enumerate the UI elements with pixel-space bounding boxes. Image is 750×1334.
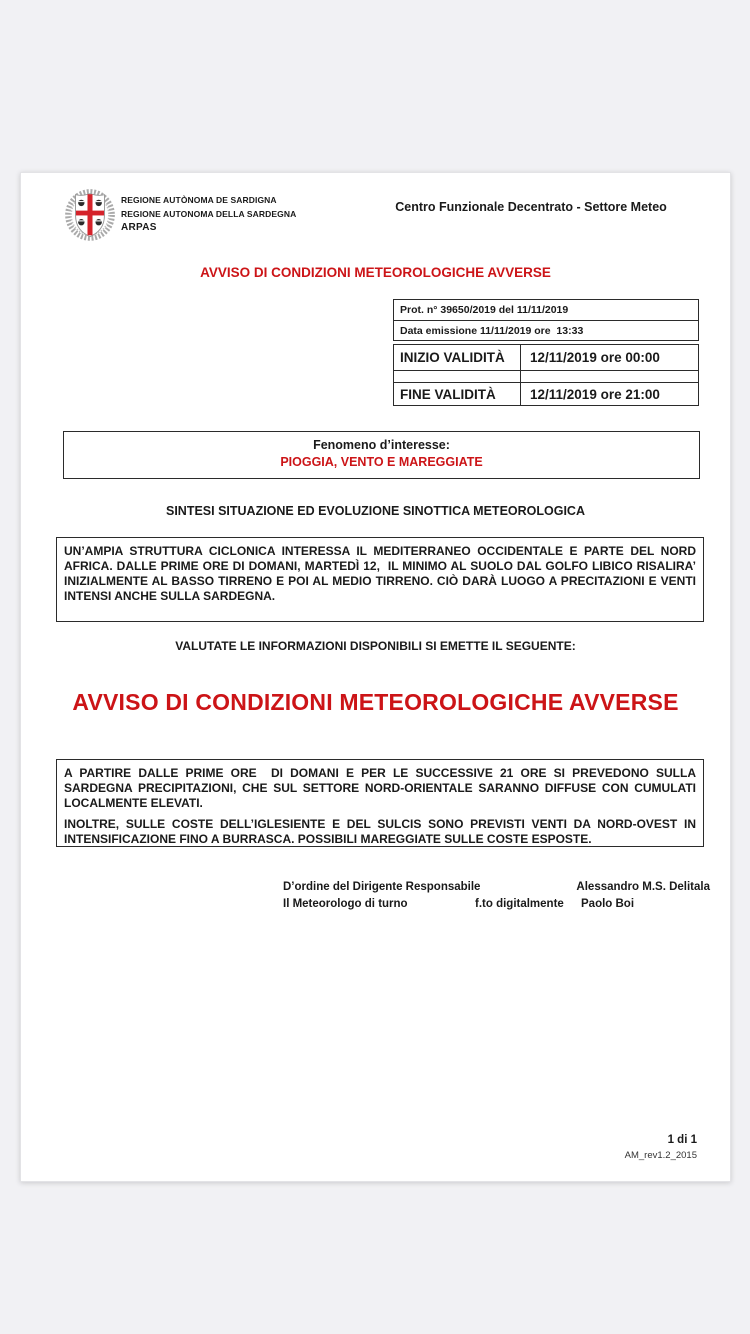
revision-code: AM_rev1.2_2015 — [624, 1150, 697, 1161]
signature-name-1: Alessandro M.S. Delitala — [576, 881, 710, 893]
org-line-1: REGIONE AUTÒNOMA DE SARDIGNA — [121, 195, 277, 205]
signature-role-1: D’ordine del Dirigente Responsabile — [283, 881, 481, 893]
document-page — [20, 172, 731, 1182]
synthesis-heading: SINTESI SITUAZIONE ED EVOLUZIONE SINOTTICA METEOROLOGICA — [165, 504, 585, 518]
phenomenon-box — [63, 431, 700, 479]
warning-paragraph-2: INOLTRE, SULLE COSTE DELL’IGLESIENTE E DEL SULCIS SONO PREVISTI VENTI DA NORD-OVEST IN INTENSIFICAZIONE FINO A BURRASCA. POSSIBILI MAREGGIATE SULLE COSTE ESPOSTE. — [64, 817, 700, 846]
validity-start-value: 12/11/2019 ore 00:00 — [530, 350, 660, 365]
validity-start-label: INIZIO VALIDITÀ — [394, 345, 521, 370]
main-warning-heading: AVVISO DI CONDIZIONI METEOROLOGICHE AVVERSE — [72, 689, 679, 715]
validity-spacer-cell — [394, 371, 521, 382]
phenomenon-value: PIOGGIA, VENTO E MAREGGIATE — [280, 455, 483, 469]
org-line-2: REGIONE AUTONOMA DELLA SARDEGNA — [121, 208, 297, 219]
warning-box — [56, 759, 704, 847]
validity-spacer-cell — [521, 371, 698, 382]
page-number: 1 di 1 — [667, 1134, 697, 1146]
synthesis-text: UN’AMPIA STRUTTURA CICLONICA INTERESSA IL MEDITERRANEO OCCIDENTALE E PARTE DEL NORD AFRICA. DALLE PRIME ORE DI DOMANI, MARTEDÌ 12, IL MINIMO AL SUOLO DAL GOLFO LIBICO RISALIRA’ INIZIALMENTE AL BASSO TIRRENO E POI AL MEDIO TIRRENO. CIÒ DARÀ LUOGO A PRECITAZIONI E VENTI INTENSI ANCHE SULLA SARDEGNA. — [64, 544, 700, 603]
phenomenon-label: Fenomeno d’interesse: — [313, 438, 450, 452]
protocol-number: Prot. n° 39650/2019 del 11/11/2019 — [400, 304, 569, 316]
office-title: Centro Funzionale Decentrato - Settore Meteo — [395, 200, 667, 214]
signature-role-2: Il Meteorologo di turno — [283, 898, 408, 910]
emission-date: Data emissione 11/11/2019 ore 13:33 — [394, 320, 698, 340]
document-title: AVVISO DI CONDIZIONI METEOROLOGICHE AVVERSE — [200, 265, 551, 280]
protocol-table — [393, 299, 699, 341]
validity-table — [393, 344, 699, 406]
sardegna-coat-of-arms-logo — [61, 186, 119, 242]
org-line-arpas: ARPAS — [121, 222, 157, 233]
issue-statement: VALUTATE LE INFORMAZIONI DISPONIBILI SI EMETTE IL SEGUENTE: — [175, 639, 576, 653]
synthesis-box — [56, 537, 704, 622]
validity-end-label: FINE VALIDITÀ — [394, 383, 521, 405]
org-name-block — [121, 194, 296, 235]
warning-paragraph-1: A PARTIRE DALLE PRIME ORE DI DOMANI E PER LE SUCCESSIVE 21 ORE SI PREVEDONO SULLA SARDEGNA PRECIPITAZIONI, CHE SUL SETTORE NORD-ORIENTALE SARANNO DIFFUSE CON CUMULATI LOCALMENTE ELEVATI. — [64, 766, 700, 810]
signature-digital-note: f.to digitalmente — [475, 898, 564, 910]
signature-name-2: Paolo Boi — [581, 898, 635, 910]
validity-end-value: 12/11/2019 ore 21:00 — [530, 386, 660, 402]
signature-block — [283, 879, 710, 913]
